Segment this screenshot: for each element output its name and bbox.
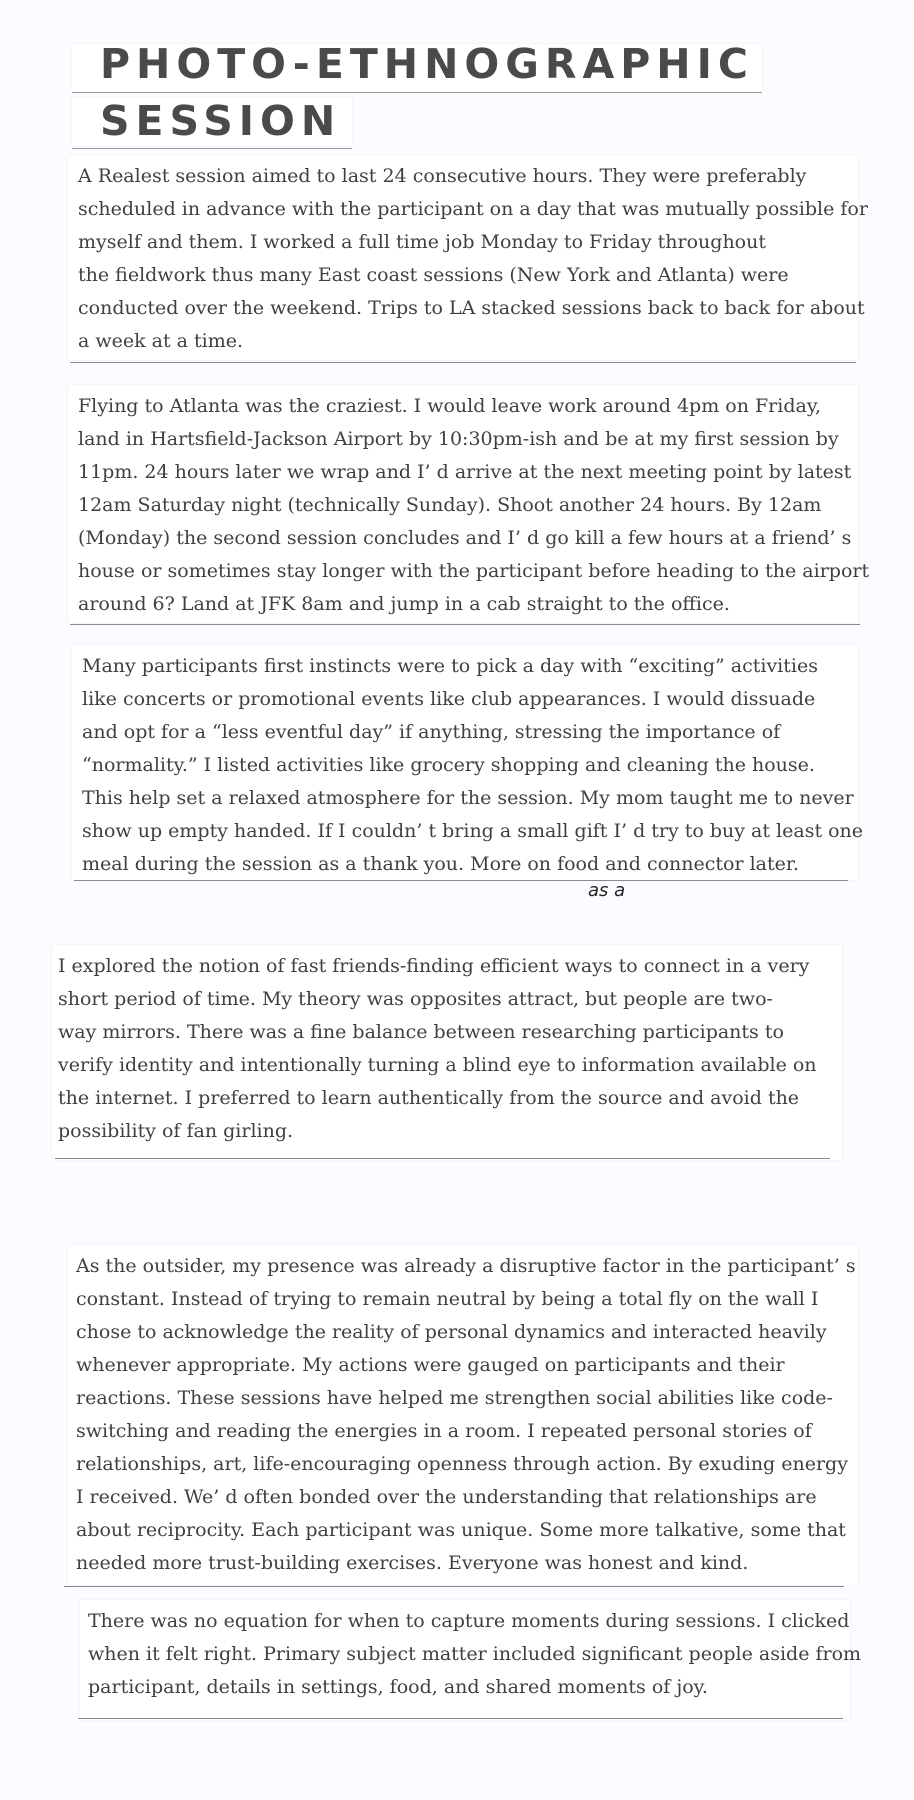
text-line: verify identity and intentionally turning a blind eye to information available on	[58, 1054, 817, 1076]
text-line: There was no equation for when to capture moments during sessions. I clicked	[88, 1610, 850, 1632]
text-line: scheduled in advance with the participant on a day that was mutually possible for	[78, 198, 868, 220]
paragraph-divider	[70, 362, 856, 363]
page-title-line-1: PHOTO-ETHNOGRAPHIC	[100, 40, 754, 88]
text-line: whenever appropriate. My actions were gauged on participants and their	[76, 1354, 785, 1376]
text-line: the internet. I preferred to learn authentically from the source and avoid the	[58, 1087, 800, 1109]
paragraph-5	[76, 1250, 856, 1580]
text-line: myself and them. I worked a full time job Monday to Friday throughout	[78, 231, 766, 253]
text-line: chose to acknowledge the reality of personal dynamics and interacted heavily	[76, 1321, 827, 1343]
page-title-line-2: SESSION	[100, 97, 342, 145]
text-line: meal during the session as a thank you. More on food and connector later.	[82, 853, 799, 875]
text-line: reactions. These sessions have helped me strengthen social abilities like code-	[76, 1387, 833, 1409]
text-line: switching and reading the energies in a room. I repeated personal stories of	[76, 1420, 812, 1442]
paragraph-divider	[55, 1158, 830, 1159]
text-line: house or sometimes stay longer with the participant before heading to the airport	[78, 560, 870, 582]
text-line: Flying to Atlanta was the craziest. I would leave work around 4pm on Friday,	[78, 395, 822, 417]
text-line: when it felt right. Primary subject matter included significant people aside from	[88, 1643, 862, 1665]
paragraph-divider	[74, 880, 848, 881]
text-line: a week at a time.	[78, 330, 244, 352]
title-underline-2	[72, 148, 352, 149]
text-line: I explored the notion of fast friends-finding efficient ways to connect in a very	[58, 955, 810, 977]
paragraph-6	[88, 1605, 861, 1704]
text-line: conducted over the weekend. Trips to LA stacked sessions back to back for about	[78, 297, 865, 319]
text-line: As the outsider, my presence was already a disruptive factor in the participant’ s	[76, 1255, 856, 1277]
text-line: the fieldwork thus many East coast sessions (New York and Atlanta) were	[78, 264, 789, 286]
paragraph-4	[58, 950, 817, 1148]
text-line: like concerts or promotional events like club appearances. I would dissuade	[82, 688, 816, 710]
paragraph-1	[78, 160, 868, 358]
text-line: 11pm. 24 hours later we wrap and I’ d arrive at the next meeting point by latest	[78, 461, 852, 483]
title-underline-1	[72, 92, 762, 93]
paragraph-3	[82, 650, 863, 881]
text-line: and opt for a “less eventful day” if anything, stressing the importance of	[82, 721, 781, 743]
text-line: show up empty handed. If I couldn’ t bring a small gift I’ d try to buy at least one	[82, 820, 864, 842]
paragraph-2	[78, 390, 869, 621]
text-line: possibility of fan girling.	[58, 1120, 294, 1142]
handwritten-note: as a	[588, 880, 626, 901]
text-line: Many participants first instincts were to pick a day with “exciting” activities	[82, 655, 818, 677]
text-line: relationships, art, life-encouraging openness through action. By exuding energy	[76, 1453, 848, 1475]
text-line: needed more trust-building exercises. Everyone was honest and kind.	[76, 1552, 749, 1574]
paragraph-divider	[78, 1718, 843, 1719]
text-line: participant, details in settings, food, and shared moments of joy.	[88, 1676, 708, 1698]
text-line: short period of time. My theory was opposites attract, but people are two-	[58, 988, 773, 1010]
text-line: “normality.” I listed activities like grocery shopping and cleaning the house.	[82, 754, 815, 776]
paragraph-divider	[70, 624, 860, 625]
text-line: This help set a relaxed atmosphere for the session. My mom taught me to never	[82, 787, 854, 809]
text-line: A Realest session aimed to last 24 consecutive hours. They were preferably	[78, 165, 807, 187]
paragraph-divider	[64, 1586, 844, 1587]
text-line: (Monday) the second session concludes and I’ d go kill a few hours at a friend’ s	[78, 527, 852, 549]
text-line: about reciprocity. Each participant was unique. Some more talkative, some that	[76, 1519, 846, 1541]
text-line: I received. We’ d often bonded over the understanding that relationships are	[76, 1486, 817, 1508]
text-line: constant. Instead of trying to remain neutral by being a total fly on the wall I	[76, 1288, 819, 1310]
text-line: land in Hartsfield-Jackson Airport by 10:30pm-ish and be at my first session by	[78, 428, 839, 450]
text-line: way mirrors. There was a fine balance between researching participants to	[58, 1021, 784, 1043]
text-line: 12am Saturday night (technically Sunday). Shoot another 24 hours. By 12am	[78, 494, 822, 516]
text-line: around 6? Land at JFK 8am and jump in a cab straight to the office.	[78, 593, 730, 615]
